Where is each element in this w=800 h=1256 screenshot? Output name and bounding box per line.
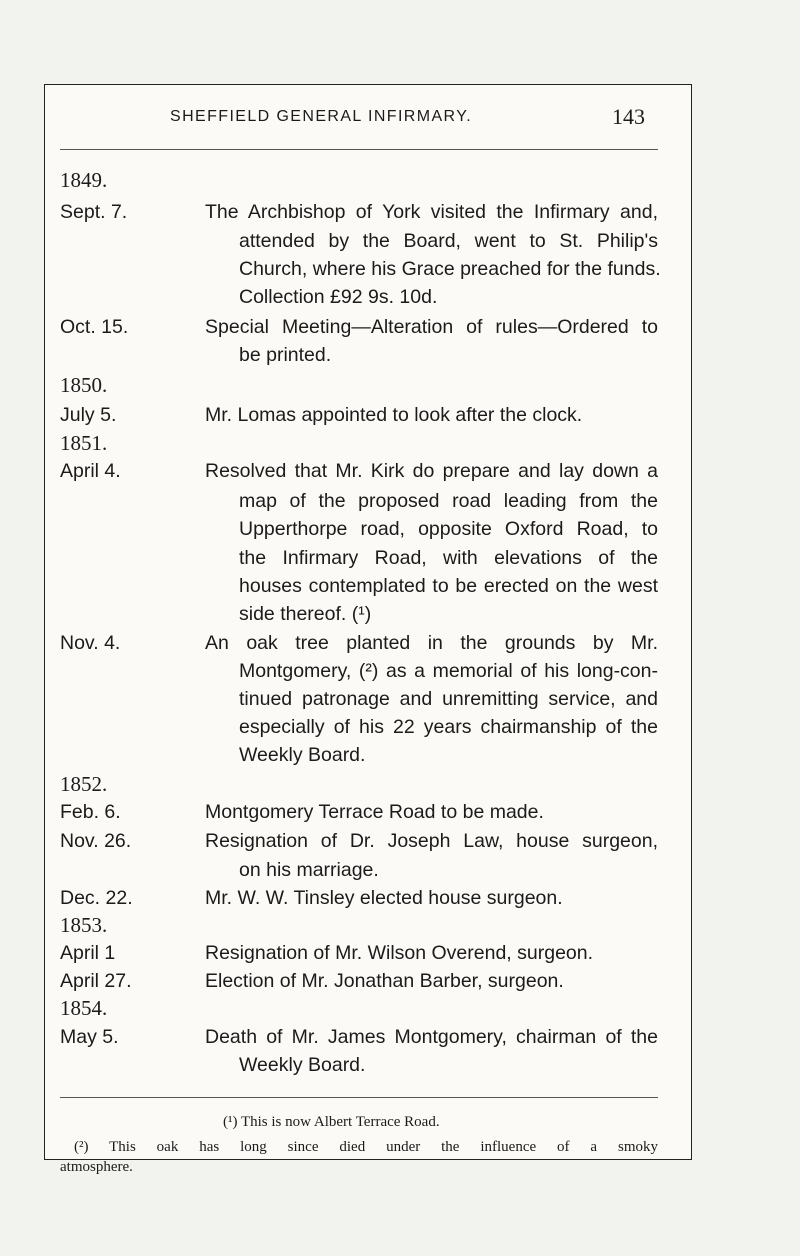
entry-text: Weekly Board. — [239, 744, 366, 766]
entry-date: April 27. — [60, 970, 132, 992]
entry-text: Montgomery, (²) as a memorial of his long-con- — [239, 660, 658, 682]
header-rule — [60, 149, 658, 150]
entry-text: Mr. Lomas appointed to look after the clock. — [205, 404, 583, 426]
entry-text: Montgomery Terrace Road to be made. — [205, 801, 544, 823]
footnote-2-continued: atmosphere. — [60, 1159, 133, 1175]
entry-text: Resolved that Mr. Kirk do prepare and lay down a — [205, 460, 658, 482]
entry-date: Nov. 4. — [60, 632, 121, 654]
entry-text: side thereof. (¹) — [239, 603, 372, 625]
year-heading: 1849. — [60, 168, 108, 192]
year-heading: 1850. — [60, 373, 108, 397]
entry-date: April 4. — [60, 460, 121, 482]
entry-date: July 5. — [60, 404, 117, 426]
footnote-rule — [60, 1097, 658, 1098]
year-heading: 1853. — [60, 913, 108, 937]
running-title: SHEFFIELD GENERAL INFIRMARY. — [170, 108, 473, 125]
entry-text: tinued patronage and unremitting service, and — [239, 688, 658, 710]
entry-date: May 5. — [60, 1026, 119, 1048]
entry-text: Collection £92 9s. 10d. — [239, 286, 438, 308]
entry-text: Mr. W. W. Tinsley elected house surgeon. — [205, 887, 563, 909]
footnote-1: (¹) This is now Albert Terrace Road. — [223, 1114, 440, 1130]
entry-text: Resignation of Dr. Joseph Law, house surgeon, — [205, 830, 658, 852]
entry-text: attended by the Board, went to St. Philip's — [239, 230, 658, 252]
entry-text: on his marriage. — [239, 859, 379, 881]
running-header — [0, 104, 800, 136]
year-heading: 1854. — [60, 996, 108, 1020]
entry-text: The Archbishop of York visited the Infirmary and, — [205, 201, 658, 223]
entry-text: houses contemplated to be erected on the west — [239, 575, 658, 597]
entry-date: April 1 — [60, 942, 116, 964]
entry-text: map of the proposed road leading from the — [239, 490, 658, 512]
entry-text: be printed. — [239, 344, 332, 366]
entry-date: Dec. 22. — [60, 887, 133, 909]
entry-text: An oak tree planted in the grounds by Mr. — [205, 632, 658, 654]
footnote-2: (²) This oak has long since died under the influence of a smoky — [74, 1139, 658, 1155]
entry-text: Church, where his Grace preached for the funds. — [239, 258, 661, 280]
year-heading: 1851. — [60, 431, 108, 455]
page-number: 143 — [612, 104, 645, 129]
entry-date: Oct. 15. — [60, 316, 129, 338]
entry-text: Special Meeting—Alteration of rules—Ordered to — [205, 316, 658, 338]
entry-text: Upperthorpe road, opposite Oxford Road, to — [239, 518, 658, 540]
entry-text: Weekly Board. — [239, 1054, 366, 1076]
entry-date: Feb. 6. — [60, 801, 121, 823]
entry-date: Sept. 7. — [60, 201, 128, 223]
entry-date: Nov. 26. — [60, 830, 132, 852]
entry-text: Death of Mr. James Montgomery, chairman of the — [205, 1026, 658, 1048]
entry-text: the Infirmary Road, with elevations of the — [239, 547, 658, 569]
year-heading: 1852. — [60, 772, 108, 796]
entry-text: especially of his 22 years chairmanship of the — [239, 716, 658, 738]
entry-text: Resignation of Mr. Wilson Overend, surgeon. — [205, 942, 594, 964]
entry-text: Election of Mr. Jonathan Barber, surgeon. — [205, 970, 564, 992]
